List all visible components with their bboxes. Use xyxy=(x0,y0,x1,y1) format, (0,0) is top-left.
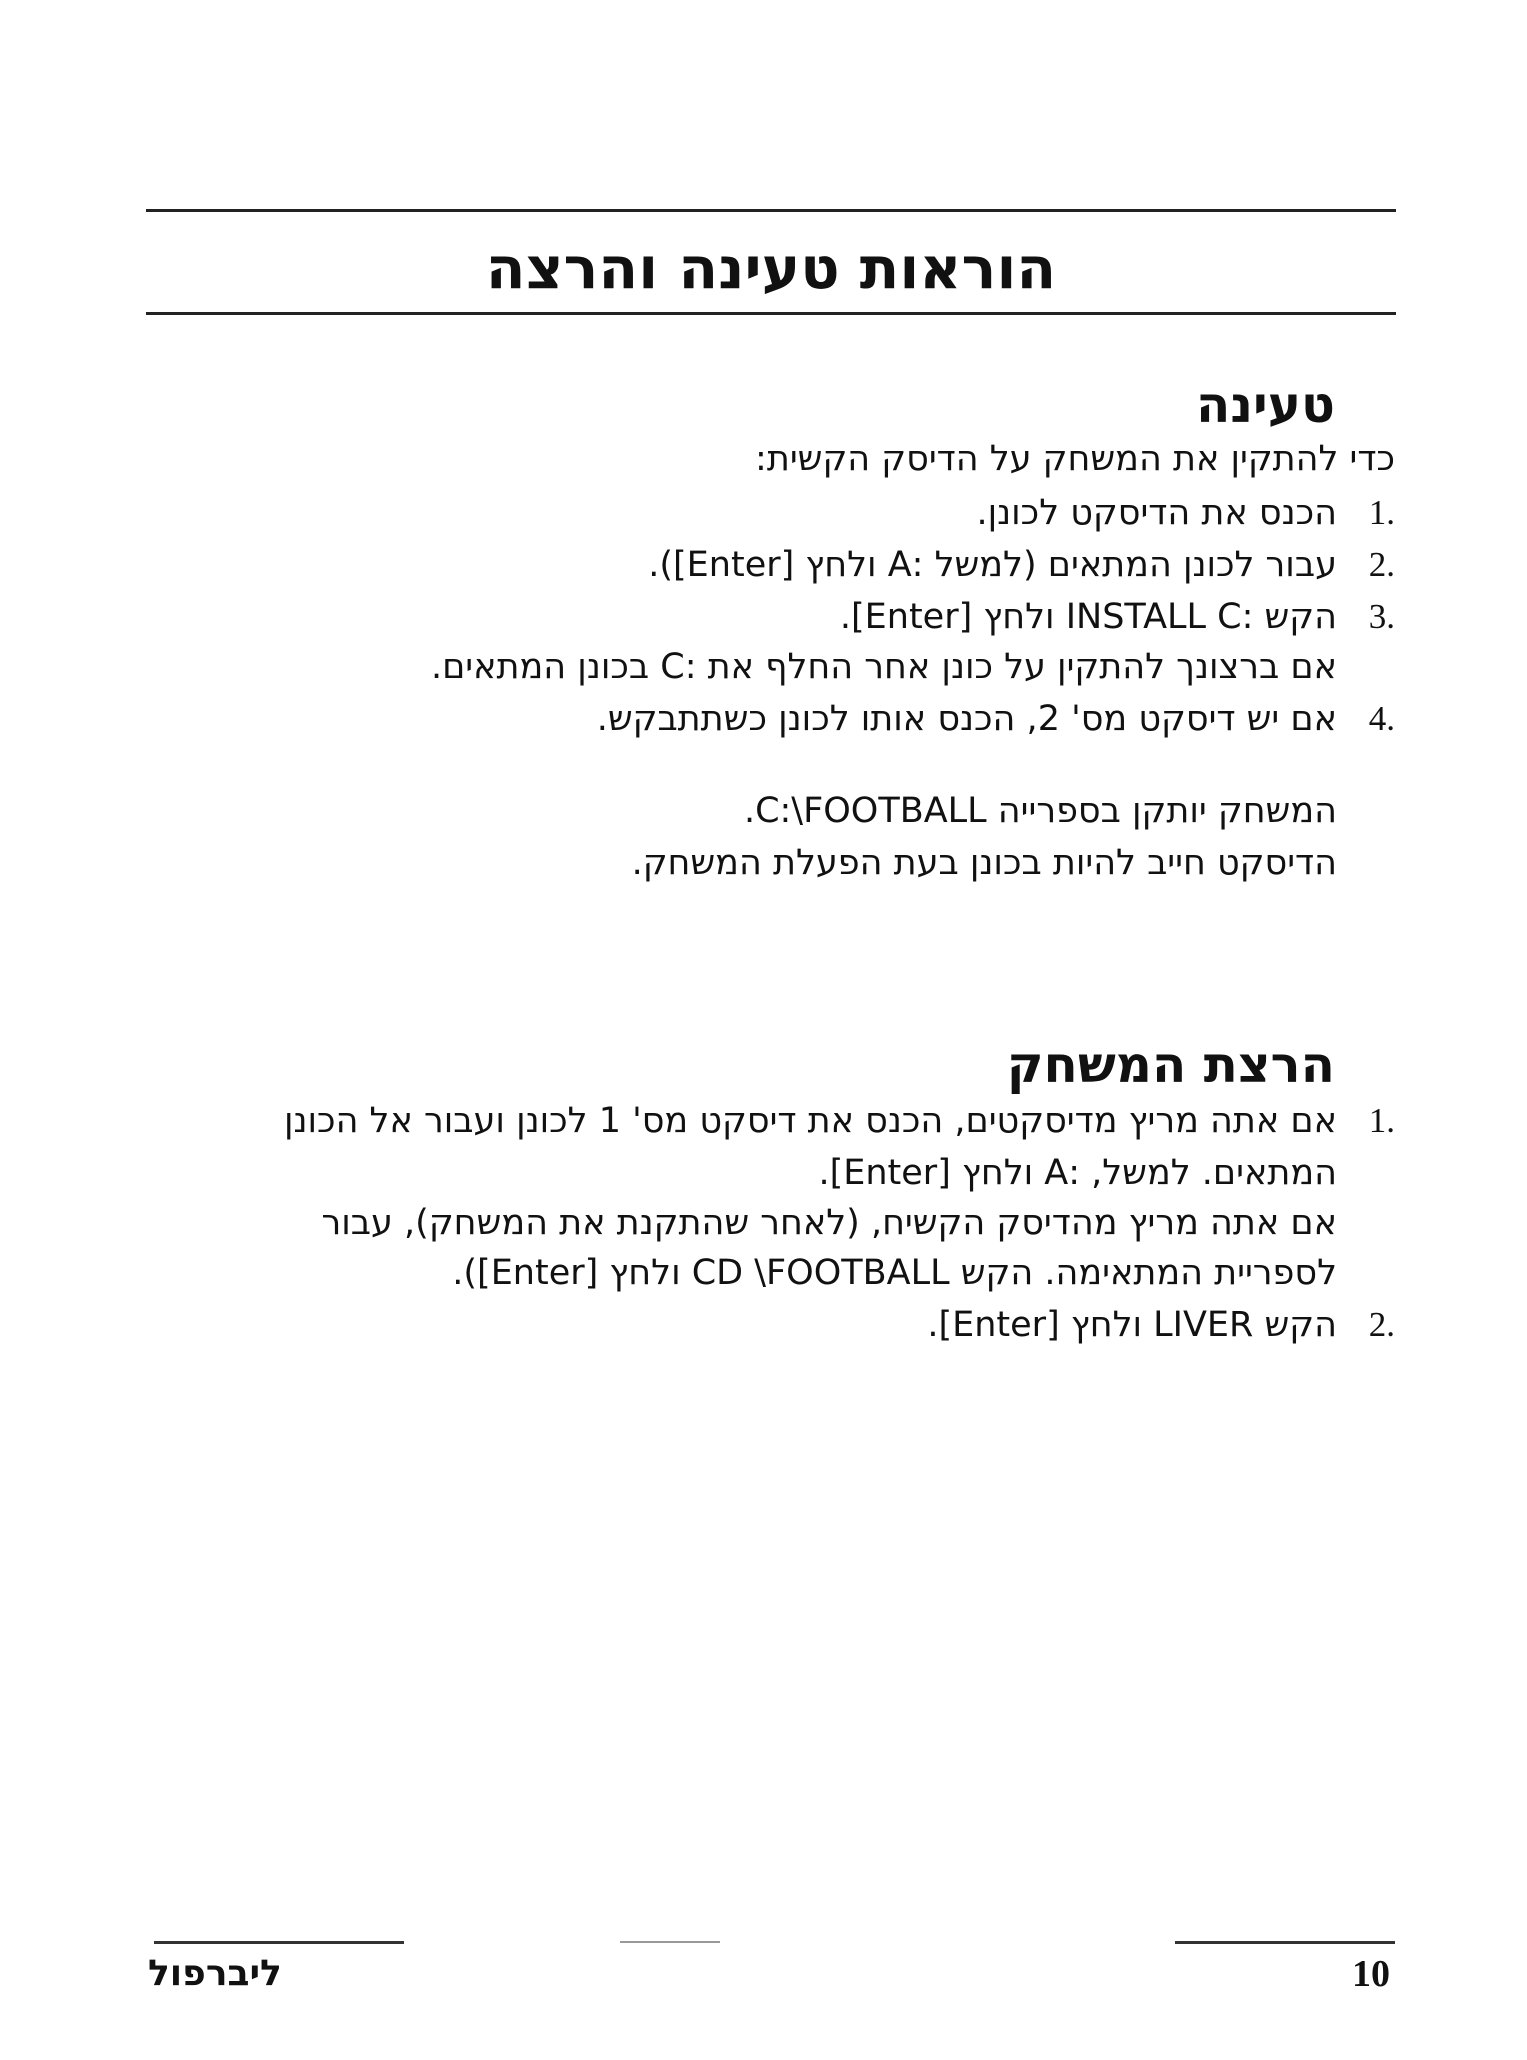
step-text: אם אתה מריץ מדיסקטים, הכנס את דיסקט מס' 1 לכונן ועבור אל הכונן xyxy=(283,1101,1337,1141)
running-heading: הרצת המשחק xyxy=(1006,1036,1335,1094)
step-text: הכנס את הדיסקט לכונן. xyxy=(976,493,1337,533)
diskette-required-note xyxy=(145,840,1395,886)
step-text: הקש :INSTALL C ולחץ [Enter]. xyxy=(839,597,1337,637)
title-underline xyxy=(146,312,1396,315)
running-step-1-hd-cont: לספריית המתאימה. הקש CD \FOOTBALL ולחץ [Enter]). xyxy=(452,1253,1337,1293)
note-text: הדיסקט חייב להיות בכונן בעת הפעלת המשחק. xyxy=(631,843,1337,883)
footer-rule-left xyxy=(154,1941,404,1944)
loading-step-1 xyxy=(145,490,1395,536)
step-number: .2 xyxy=(1368,1305,1395,1344)
step-number: .1 xyxy=(1368,1101,1395,1140)
footer-brand: ליברפול xyxy=(148,1953,282,1994)
step-number: .3 xyxy=(1368,597,1395,636)
step-text: אם יש דיסקט מס' 2, הכנס אותו לכונן כשתתבקש. xyxy=(596,699,1337,739)
step-number: .2 xyxy=(1368,545,1395,584)
running-step-1-hd: אם אתה מריץ מהדיסק הקשיח, (לאחר שהתקנת את המשחק), עבור xyxy=(321,1203,1337,1243)
step-text: הקש LIVER ולחץ [Enter]. xyxy=(927,1305,1337,1345)
running-step-1 xyxy=(145,1098,1395,1144)
loading-step-3-note: אם ברצונך להתקין על כונן אחר החלף את :C בכונן המתאים. xyxy=(430,647,1337,687)
running-step-2 xyxy=(145,1302,1395,1348)
loading-step-4 xyxy=(145,696,1395,742)
loading-step-3 xyxy=(145,594,1395,640)
page-title: הוראות טעינה והרצה xyxy=(485,234,1057,302)
footer-rule-right xyxy=(1175,1941,1395,1944)
step-number: .1 xyxy=(1368,493,1395,532)
note-text: המשחק יותקן בספרייה C:\FOOTBALL. xyxy=(743,791,1337,831)
running-step-1-cont: המתאים. למשל, :A ולחץ [Enter]. xyxy=(818,1153,1337,1193)
footer-rule-mid xyxy=(620,1941,720,1943)
loading-step-2 xyxy=(145,542,1395,588)
loading-intro: כדי להתקין את המשחק על הדיסק הקשית: xyxy=(755,439,1395,479)
install-folder-note xyxy=(145,788,1395,834)
page-number: 10 xyxy=(1352,1953,1390,1995)
top-rule xyxy=(146,209,1396,212)
step-number: .4 xyxy=(1368,699,1395,738)
loading-heading: טעינה xyxy=(1196,376,1335,434)
step-text: עבור לכונן המתאים (למשל :A ולחץ [Enter]). xyxy=(648,545,1337,585)
